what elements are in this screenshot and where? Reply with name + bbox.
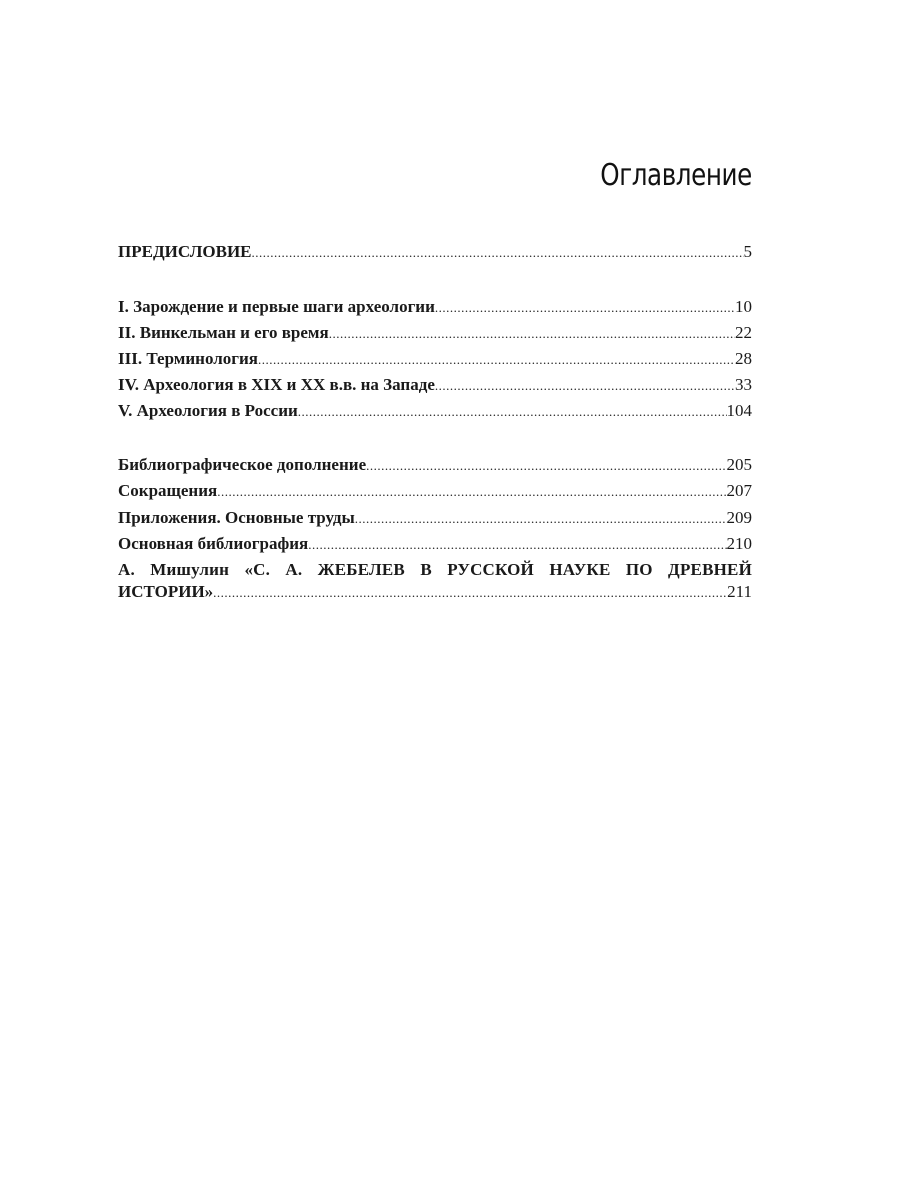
toc-entry [118, 454, 752, 477]
toc-entry-page: 5 [743, 242, 752, 261]
toc-entry [118, 507, 752, 530]
dot-leader [252, 242, 744, 264]
toc-entry [118, 348, 752, 371]
toc-entry-label: IV. Археология в XIX и XX в.в. на Западе [118, 375, 435, 394]
dot-leader [435, 297, 735, 319]
toc-entry [118, 296, 752, 319]
toc-entry [118, 533, 752, 556]
toc-entry-label-line1: А. Мишулин «С. А. ЖЕБЕЛЕВ В РУССКОЙ НАУКЕ ПО ДРЕВНЕЙ [118, 560, 752, 579]
dot-leader [329, 323, 735, 345]
toc-entry-page: 209 [726, 508, 752, 527]
dot-leader [298, 401, 727, 423]
toc-entry-page: 205 [726, 455, 752, 474]
toc-entry-label: Сокращения [118, 481, 218, 500]
toc-entry-label: II. Винкельман и его время [118, 323, 329, 342]
toc-entry-label: Приложения. Основные труды [118, 508, 355, 527]
toc-entry [118, 241, 752, 264]
dot-leader [366, 455, 726, 477]
toc-entry [118, 322, 752, 345]
toc-entry-label-line2: ИСТОРИИ» [118, 582, 214, 601]
toc-entry [118, 374, 752, 397]
dot-leader [308, 534, 726, 556]
page-title: Оглавление [600, 158, 752, 193]
toc-entry-page: 28 [735, 349, 752, 368]
dot-leader [213, 582, 727, 604]
toc-entry-page: 33 [735, 375, 752, 394]
toc-entry-label: V. Археология в России [118, 401, 298, 420]
toc-entry-page: 104 [726, 401, 752, 420]
toc-entry-label: Библиографическое дополнение [118, 455, 367, 474]
toc-entry-page: 210 [726, 534, 752, 553]
toc-entry-label: ПРЕДИСЛОВИЕ [118, 242, 252, 261]
toc-entry-page: 207 [726, 481, 752, 500]
dot-leader [217, 481, 726, 503]
toc-entry [118, 480, 752, 503]
toc-entry-label: III. Терминология [118, 349, 258, 368]
dot-leader [258, 349, 735, 371]
toc-entry-page: 22 [735, 323, 752, 342]
toc-entry-page: 10 [735, 297, 752, 316]
toc-entry [118, 400, 752, 423]
dot-leader [355, 508, 727, 530]
toc-entry-label: Основная библиография [118, 534, 309, 553]
toc-entry-second-line [118, 581, 752, 604]
dot-leader [435, 375, 735, 397]
toc-entry-page: 211 [727, 582, 752, 601]
toc-entry-label: I. Зарождение и первые шаги археологии [118, 297, 435, 316]
toc-entry [118, 559, 752, 604]
